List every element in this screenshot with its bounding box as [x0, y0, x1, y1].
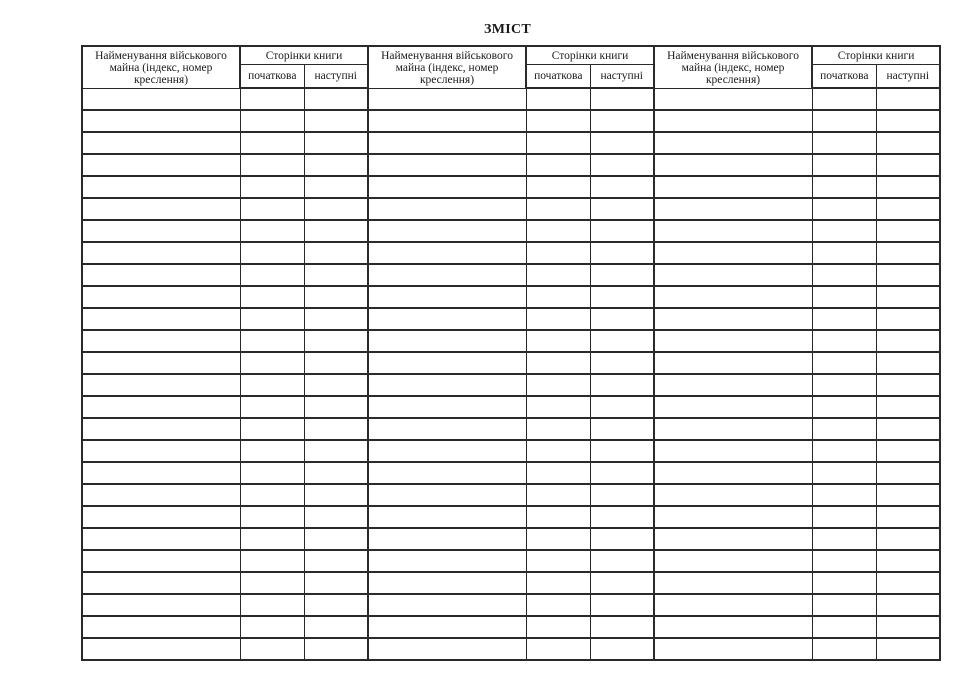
first-page-cell — [526, 462, 590, 484]
next-pages-cell — [876, 440, 940, 462]
item-name-cell — [654, 242, 812, 264]
next-pages-cell — [304, 352, 368, 374]
next-pages-cell — [590, 396, 654, 418]
first-page-cell — [812, 418, 876, 440]
item-name-cell — [368, 308, 526, 330]
item-name-cell — [368, 462, 526, 484]
item-name-cell — [368, 528, 526, 550]
table-row — [82, 308, 940, 330]
table-row — [82, 418, 940, 440]
item-name-cell — [368, 550, 526, 572]
first-page-cell — [812, 572, 876, 594]
item-name-cell — [82, 594, 240, 616]
first-page-cell — [812, 616, 876, 638]
next-pages-cell — [304, 374, 368, 396]
next-pages-cell — [304, 462, 368, 484]
first-page-cell — [240, 110, 304, 132]
item-name-cell — [82, 88, 240, 110]
next-pages-cell — [876, 374, 940, 396]
item-name-cell — [368, 506, 526, 528]
item-name-cell — [368, 154, 526, 176]
next-pages-cell — [304, 286, 368, 308]
item-name-cell — [368, 352, 526, 374]
item-name-cell — [368, 242, 526, 264]
first-page-cell — [812, 484, 876, 506]
first-page-cell — [526, 264, 590, 286]
table-row — [82, 132, 940, 154]
column-header-item-name: Найменування військового майна (індекс, номер креслення) — [82, 46, 240, 88]
item-name-cell — [82, 110, 240, 132]
next-pages-cell — [304, 396, 368, 418]
first-page-cell — [240, 550, 304, 572]
next-pages-cell — [590, 110, 654, 132]
contents-table — [81, 45, 941, 661]
next-pages-cell — [876, 264, 940, 286]
first-page-cell — [240, 484, 304, 506]
next-pages-cell — [590, 506, 654, 528]
first-page-cell — [240, 374, 304, 396]
first-page-cell — [812, 286, 876, 308]
next-pages-cell — [590, 132, 654, 154]
table-row — [82, 616, 940, 638]
item-name-cell — [82, 176, 240, 198]
item-name-cell — [654, 198, 812, 220]
first-page-cell — [812, 396, 876, 418]
table-row — [82, 330, 940, 352]
item-name-cell — [82, 330, 240, 352]
item-name-cell — [654, 308, 812, 330]
next-pages-cell — [304, 220, 368, 242]
item-name-cell — [654, 440, 812, 462]
next-pages-cell — [590, 154, 654, 176]
next-pages-cell — [590, 286, 654, 308]
next-pages-cell — [876, 484, 940, 506]
item-name-cell — [368, 440, 526, 462]
next-pages-cell — [876, 638, 940, 660]
table-row — [82, 506, 940, 528]
next-pages-cell — [876, 198, 940, 220]
first-page-cell — [526, 110, 590, 132]
column-header-first-page: початкова — [240, 65, 304, 89]
next-pages-cell — [304, 440, 368, 462]
item-name-cell — [82, 220, 240, 242]
next-pages-cell — [304, 88, 368, 110]
item-name-cell — [82, 528, 240, 550]
first-page-cell — [240, 638, 304, 660]
table-row — [82, 286, 940, 308]
first-page-cell — [526, 638, 590, 660]
next-pages-cell — [590, 330, 654, 352]
next-pages-cell — [590, 220, 654, 242]
item-name-cell — [368, 220, 526, 242]
table-row — [82, 374, 940, 396]
first-page-cell — [240, 286, 304, 308]
next-pages-cell — [304, 154, 368, 176]
table-row — [82, 198, 940, 220]
first-page-cell — [812, 528, 876, 550]
item-name-cell — [82, 154, 240, 176]
first-page-cell — [240, 264, 304, 286]
first-page-cell — [240, 308, 304, 330]
item-name-cell — [82, 484, 240, 506]
item-name-cell — [368, 286, 526, 308]
first-page-cell — [812, 264, 876, 286]
first-page-cell — [526, 616, 590, 638]
next-pages-cell — [876, 418, 940, 440]
item-name-cell — [82, 462, 240, 484]
table-row — [82, 594, 940, 616]
first-page-cell — [526, 550, 590, 572]
table-row — [82, 484, 940, 506]
next-pages-cell — [590, 462, 654, 484]
column-header-item-name: Найменування військового майна (індекс, номер креслення) — [368, 46, 526, 88]
item-name-cell — [654, 88, 812, 110]
next-pages-cell — [304, 572, 368, 594]
first-page-cell — [812, 88, 876, 110]
item-name-cell — [654, 220, 812, 242]
column-header-book-pages: Сторінки книги — [812, 46, 940, 65]
item-name-cell — [368, 198, 526, 220]
next-pages-cell — [876, 308, 940, 330]
first-page-cell — [240, 528, 304, 550]
first-page-cell — [526, 528, 590, 550]
first-page-cell — [526, 440, 590, 462]
next-pages-cell — [304, 528, 368, 550]
first-page-cell — [526, 572, 590, 594]
item-name-cell — [368, 396, 526, 418]
next-pages-cell — [876, 176, 940, 198]
first-page-cell — [812, 462, 876, 484]
first-page-cell — [526, 176, 590, 198]
next-pages-cell — [876, 352, 940, 374]
first-page-cell — [240, 594, 304, 616]
table-row — [82, 638, 940, 660]
item-name-cell — [654, 176, 812, 198]
item-name-cell — [654, 374, 812, 396]
first-page-cell — [240, 198, 304, 220]
next-pages-cell — [304, 330, 368, 352]
next-pages-cell — [304, 176, 368, 198]
first-page-cell — [240, 220, 304, 242]
first-page-cell — [526, 286, 590, 308]
item-name-cell — [82, 638, 240, 660]
next-pages-cell — [590, 638, 654, 660]
table-row — [82, 396, 940, 418]
first-page-cell — [526, 308, 590, 330]
item-name-cell — [368, 418, 526, 440]
first-page-cell — [812, 506, 876, 528]
next-pages-cell — [304, 110, 368, 132]
next-pages-cell — [590, 550, 654, 572]
table-row — [82, 176, 940, 198]
first-page-cell — [240, 132, 304, 154]
next-pages-cell — [304, 550, 368, 572]
item-name-cell — [368, 594, 526, 616]
next-pages-cell — [876, 462, 940, 484]
next-pages-cell — [876, 506, 940, 528]
item-name-cell — [82, 308, 240, 330]
header-row-top — [82, 46, 940, 65]
first-page-cell — [240, 154, 304, 176]
first-page-cell — [240, 418, 304, 440]
item-name-cell — [82, 132, 240, 154]
table-row — [82, 440, 940, 462]
next-pages-cell — [876, 550, 940, 572]
item-name-cell — [654, 154, 812, 176]
item-name-cell — [654, 286, 812, 308]
item-name-cell — [654, 616, 812, 638]
column-header-next-pages: наступні — [304, 65, 368, 89]
first-page-cell — [240, 572, 304, 594]
first-page-cell — [240, 440, 304, 462]
next-pages-cell — [304, 616, 368, 638]
first-page-cell — [526, 154, 590, 176]
item-name-cell — [654, 484, 812, 506]
first-page-cell — [526, 330, 590, 352]
first-page-cell — [526, 396, 590, 418]
next-pages-cell — [590, 528, 654, 550]
first-page-cell — [812, 374, 876, 396]
next-pages-cell — [876, 220, 940, 242]
item-name-cell — [368, 484, 526, 506]
item-name-cell — [368, 110, 526, 132]
next-pages-cell — [590, 594, 654, 616]
table-row — [82, 528, 940, 550]
item-name-cell — [654, 132, 812, 154]
next-pages-cell — [590, 616, 654, 638]
table-row — [82, 110, 940, 132]
column-header-first-page: початкова — [812, 65, 876, 89]
item-name-cell — [368, 176, 526, 198]
next-pages-cell — [304, 484, 368, 506]
next-pages-cell — [876, 330, 940, 352]
first-page-cell — [240, 88, 304, 110]
first-page-cell — [812, 550, 876, 572]
first-page-cell — [812, 308, 876, 330]
first-page-cell — [240, 330, 304, 352]
item-name-cell — [82, 616, 240, 638]
first-page-cell — [812, 638, 876, 660]
first-page-cell — [526, 88, 590, 110]
first-page-cell — [240, 462, 304, 484]
next-pages-cell — [876, 572, 940, 594]
first-page-cell — [526, 242, 590, 264]
item-name-cell — [368, 638, 526, 660]
table-row — [82, 462, 940, 484]
table-row — [82, 352, 940, 374]
first-page-cell — [812, 242, 876, 264]
first-page-cell — [812, 154, 876, 176]
next-pages-cell — [590, 572, 654, 594]
next-pages-cell — [590, 176, 654, 198]
first-page-cell — [812, 594, 876, 616]
item-name-cell — [82, 506, 240, 528]
item-name-cell — [368, 374, 526, 396]
next-pages-cell — [590, 484, 654, 506]
table-body — [82, 88, 940, 660]
first-page-cell — [526, 418, 590, 440]
item-name-cell — [654, 506, 812, 528]
item-name-cell — [82, 418, 240, 440]
item-name-cell — [654, 462, 812, 484]
column-header-item-name: Найменування військового майна (індекс, номер креслення) — [654, 46, 812, 88]
next-pages-cell — [876, 242, 940, 264]
item-name-cell — [82, 264, 240, 286]
item-name-cell — [368, 616, 526, 638]
next-pages-cell — [876, 286, 940, 308]
item-name-cell — [654, 330, 812, 352]
item-name-cell — [82, 242, 240, 264]
first-page-cell — [812, 110, 876, 132]
next-pages-cell — [876, 528, 940, 550]
next-pages-cell — [876, 616, 940, 638]
table-row — [82, 264, 940, 286]
column-header-next-pages: наступні — [590, 65, 654, 89]
next-pages-cell — [590, 198, 654, 220]
table-row — [82, 242, 940, 264]
item-name-cell — [654, 594, 812, 616]
first-page-cell — [812, 132, 876, 154]
next-pages-cell — [590, 418, 654, 440]
column-header-next-pages: наступні — [876, 65, 940, 89]
next-pages-cell — [876, 88, 940, 110]
item-name-cell — [654, 110, 812, 132]
first-page-cell — [240, 396, 304, 418]
item-name-cell — [82, 198, 240, 220]
first-page-cell — [812, 352, 876, 374]
first-page-cell — [812, 198, 876, 220]
next-pages-cell — [876, 154, 940, 176]
item-name-cell — [654, 418, 812, 440]
first-page-cell — [526, 198, 590, 220]
document-title: ЗМІСТ — [484, 22, 531, 37]
first-page-cell — [812, 440, 876, 462]
item-name-cell — [82, 374, 240, 396]
first-page-cell — [812, 176, 876, 198]
first-page-cell — [526, 506, 590, 528]
first-page-cell — [812, 220, 876, 242]
table-row — [82, 550, 940, 572]
item-name-cell — [654, 572, 812, 594]
next-pages-cell — [304, 198, 368, 220]
item-name-cell — [82, 572, 240, 594]
first-page-cell — [526, 484, 590, 506]
first-page-cell — [526, 594, 590, 616]
column-header-book-pages: Сторінки книги — [240, 46, 368, 65]
next-pages-cell — [876, 396, 940, 418]
next-pages-cell — [304, 638, 368, 660]
next-pages-cell — [876, 594, 940, 616]
first-page-cell — [526, 374, 590, 396]
next-pages-cell — [876, 132, 940, 154]
next-pages-cell — [590, 88, 654, 110]
next-pages-cell — [304, 132, 368, 154]
table-row — [82, 88, 940, 110]
item-name-cell — [82, 286, 240, 308]
first-page-cell — [526, 132, 590, 154]
item-name-cell — [654, 528, 812, 550]
item-name-cell — [368, 88, 526, 110]
item-name-cell — [654, 638, 812, 660]
first-page-cell — [526, 220, 590, 242]
column-header-book-pages: Сторінки книги — [526, 46, 654, 65]
item-name-cell — [368, 572, 526, 594]
item-name-cell — [82, 440, 240, 462]
first-page-cell — [240, 176, 304, 198]
next-pages-cell — [590, 374, 654, 396]
first-page-cell — [526, 352, 590, 374]
next-pages-cell — [304, 308, 368, 330]
item-name-cell — [82, 396, 240, 418]
item-name-cell — [654, 352, 812, 374]
item-name-cell — [368, 132, 526, 154]
next-pages-cell — [304, 264, 368, 286]
table-row — [82, 572, 940, 594]
item-name-cell — [654, 396, 812, 418]
item-name-cell — [368, 264, 526, 286]
next-pages-cell — [304, 242, 368, 264]
next-pages-cell — [590, 352, 654, 374]
item-name-cell — [654, 264, 812, 286]
table-row — [82, 220, 940, 242]
next-pages-cell — [304, 594, 368, 616]
next-pages-cell — [590, 440, 654, 462]
next-pages-cell — [590, 308, 654, 330]
first-page-cell — [240, 506, 304, 528]
next-pages-cell — [590, 242, 654, 264]
item-name-cell — [368, 330, 526, 352]
next-pages-cell — [876, 110, 940, 132]
first-page-cell — [812, 330, 876, 352]
item-name-cell — [654, 550, 812, 572]
next-pages-cell — [590, 264, 654, 286]
table-row — [82, 154, 940, 176]
first-page-cell — [240, 242, 304, 264]
item-name-cell — [82, 550, 240, 572]
next-pages-cell — [304, 418, 368, 440]
next-pages-cell — [304, 506, 368, 528]
column-header-first-page: початкова — [526, 65, 590, 89]
first-page-cell — [240, 352, 304, 374]
first-page-cell — [240, 616, 304, 638]
item-name-cell — [82, 352, 240, 374]
